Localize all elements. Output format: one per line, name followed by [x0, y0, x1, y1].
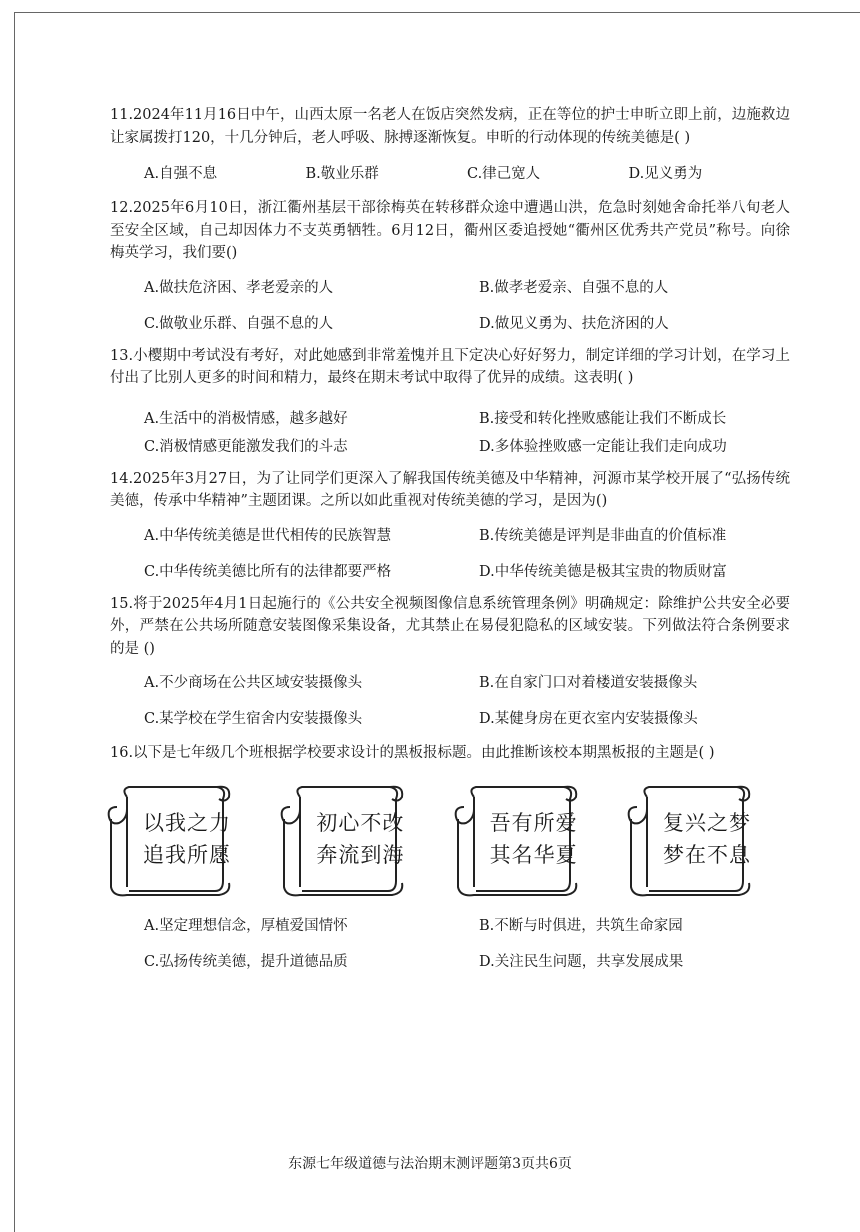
question-12-stem: 12.2025年6月10日，浙江衢州基层干部徐梅英在转移群众途中遭遇山洪，危急时刻她舍命托举八旬老人至安全区域，自己却因体力不支英勇牺牲。6月12日，衢州区委追授她“衢州区优秀共产党员”称号。向徐梅英学习，我们要() [110, 200, 790, 261]
question-14-stem: 14.2025年3月27日，为了让同学们更深入了解我国传统美德及中华精神，河源市某学校开展了“弘扬传统美德，传承中华精神”主题团课。之所以如此重视对传统美德的学习，是因为() [110, 470, 790, 509]
scroll-4-line-2: 梦在不息 [662, 842, 751, 867]
question-16-option-c[interactable]: C.弘扬传统美德，提升道德品质 [144, 953, 348, 970]
question-16-options [144, 915, 790, 973]
scroll-3-line-2: 其名华夏 [489, 842, 578, 867]
scroll-images [105, 783, 785, 901]
question-15 [110, 593, 790, 731]
scroll-2-line-2: 奔流到海 [316, 842, 405, 867]
question-14-option-b[interactable]: B.传统美德是评判是非曲直的价值标准 [479, 527, 727, 544]
question-12-option-a[interactable]: A.做扶危济困、孝老爱亲的人 [144, 279, 334, 296]
question-12-option-b[interactable]: B.做孝老爱亲、自强不息的人 [479, 279, 669, 296]
question-13-option-a[interactable]: A.生活中的消极情感，越多越好 [144, 410, 348, 427]
question-11-option-d[interactable]: D.见义勇为 [628, 166, 703, 182]
scroll-4 [625, 783, 785, 901]
scroll-3 [452, 783, 612, 901]
question-14-option-d[interactable]: D.中华传统美德是极其宝贵的物质财富 [479, 563, 727, 580]
question-15-option-b[interactable]: B.在自家门口对着楼道安装摄像头 [479, 675, 698, 691]
page-footer: 东源七年级道德与法治期末测评题第3页共6页 [288, 1156, 572, 1172]
scroll-1-line-2: 追我所愿 [143, 842, 231, 867]
scroll-4-text [657, 807, 757, 871]
question-13-option-c[interactable]: C.消极情感更能激发我们的斗志 [144, 438, 348, 455]
question-15-option-a[interactable]: A.不少商场在公共区域安装摄像头 [144, 675, 363, 691]
question-14-options [144, 525, 790, 583]
question-11-option-a[interactable]: A.自强不息 [144, 166, 218, 182]
question-14-option-a[interactable]: A.中华传统美德是世代相传的民族智慧 [144, 527, 392, 544]
question-14-option-c[interactable]: C.中华传统美德比所有的法律都要严格 [144, 563, 392, 580]
scroll-2 [278, 783, 438, 901]
scroll-1 [105, 783, 265, 901]
question-13-options [144, 408, 790, 458]
question-11 [110, 104, 790, 185]
question-12 [110, 197, 790, 335]
question-11-stem: 11.2024年11月16日中午，山西太原一名老人在饭店突然发病，正在等位的护士申昕立即上前，边施救边让家属拨打120，十几分钟后，老人呼吸、脉搏逐渐恢复。申昕的行动体现的传统美德是( ) [110, 107, 790, 146]
question-14 [110, 468, 790, 583]
question-13 [110, 345, 790, 458]
question-15-options [144, 672, 790, 730]
question-15-option-d[interactable]: D.某健身房在更衣室内安装摄像头 [479, 711, 698, 727]
question-12-option-c[interactable]: C.做敬业乐群、自强不息的人 [144, 315, 334, 332]
question-13-stem: 13.小樱期中考试没有考好，对此她感到非常羞愧并且下定决心好好努力，制定详细的学习计划，在学习上付出了比别人更多的时间和精力，最终在期末考试中取得了优异的成绩。这表明( ) [110, 347, 790, 386]
question-11-option-b[interactable]: B.敬业乐群 [305, 166, 379, 182]
scroll-3-line-1: 吾有所爱 [489, 810, 578, 835]
scroll-3-text [484, 807, 584, 871]
question-15-stem: 15.将于2025年4月1日起施行的《公共安全视频图像信息系统管理条例》明确规定：除维护公共安全必要外，严禁在公共场所随意安装图像采集设备，尤其禁止在易侵犯隐私的区域安装。下列做法符合条例要求的是 () [110, 595, 790, 657]
scroll-4-line-1: 复兴之梦 [662, 810, 751, 835]
question-12-option-d[interactable]: D.做见义勇为、扶危济困的人 [479, 315, 669, 332]
question-12-options [144, 277, 790, 335]
question-list [110, 104, 790, 973]
question-15-option-c[interactable]: C.某学校在学生宿舍内安装摄像头 [144, 711, 363, 727]
question-11-options [144, 163, 790, 185]
question-13-option-b[interactable]: B.接受和转化挫败感能让我们不断成长 [479, 410, 727, 427]
question-16-option-d[interactable]: D.关注民生问题，共享发展成果 [479, 953, 684, 970]
question-16-stem: 16.以下是七年级几个班根据学校要求设计的黑板报标题。由此推断该校本期黑板报的主题是( ) [110, 745, 715, 761]
scroll-1-line-1: 以我之力 [143, 810, 231, 835]
scroll-2-text [310, 807, 410, 871]
scroll-2-line-1: 初心不改 [316, 810, 405, 835]
question-11-option-c[interactable]: C.律己宽人 [467, 166, 541, 182]
question-16 [110, 742, 790, 973]
question-16-option-a[interactable]: A.坚定理想信念，厚植爱国情怀 [144, 917, 348, 934]
scroll-1-text [137, 807, 237, 871]
question-16-option-b[interactable]: B.不断与时俱进，共筑生命家园 [479, 917, 683, 934]
question-13-option-d[interactable]: D.多体验挫败感一定能让我们走向成功 [479, 438, 727, 455]
